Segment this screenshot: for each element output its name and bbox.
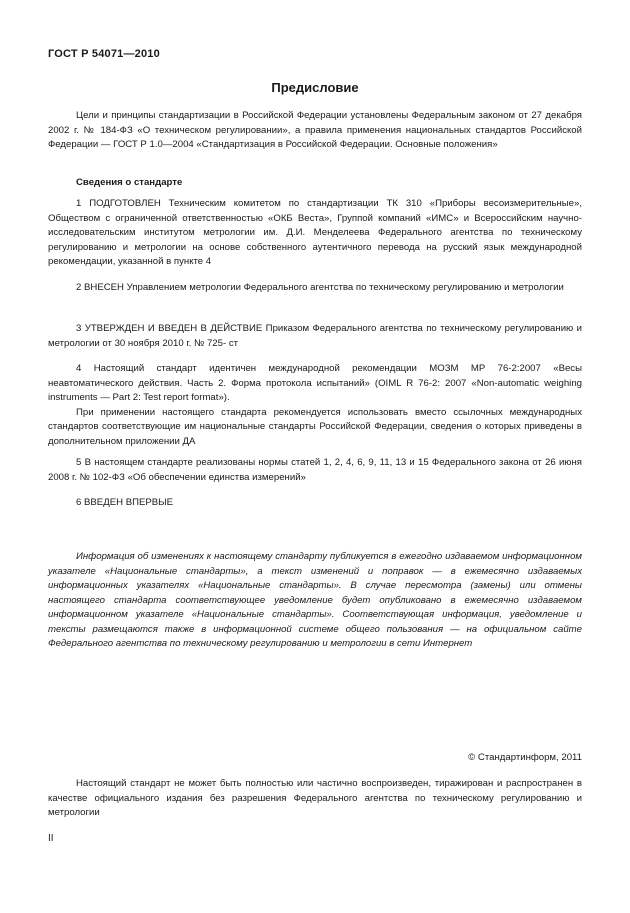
section-heading-text: Сведения о стандарте [76,177,183,188]
section-heading [48,176,582,191]
intro-text: Цели и принципы стандартизации в Российской Федерации установлены Федеральным законом от 27 декабря 2002 г. № 184-ФЗ «О техническом регулировании», а правила применения национальных стандартов Российской Федерации — ГОСТ Р 1.0—2004 «Стандартизация в Российской Федерации. Основные положения» [48,110,582,150]
page-number: II [48,833,54,844]
reproduction-notice [48,777,582,821]
changes-notice-text: Информация об изменениях к настоящему стандарту публикуется в ежегодно издаваемом информационном указателе «Национальные стандарты», а текст изменений и поправок — в ежемесячно издаваемых информационных указателях «Национальные стандарты». В случае пересмотра (замены) или отмены настоящего стандарта соответствующее уведомление будет опубликовано в ежемесячно издаваемом информационном указателе «Национальные стандарты». Соответствующая информация, уведомление и тексты размещаются также в информационной системе общего пользования — на официальном сайте Федерального агентства по техническому регулированию и метрологии в сети Интернет [48,551,582,649]
item-4-text: 4 Настоящий стандарт идентичен международной рекомендации МОЗМ МР 76-2:2007 «Весы неавтоматического действия. Часть 2. Форма протокола испытаний» (OIML R 76-2: 2007 «Non-automatic weighing instruments — Part 2: Test report format»). [48,363,582,403]
item-2 [48,281,582,296]
item-1-text: 1 ПОДГОТОВЛЕН Техническим комитетом по стандартизации ТК 310 «Приборы весоизмерительные», Обществом с ограниченной ответственностью «ОКБ Веста», Группой компаний «ИМС» и Всероссийским научно-исследовательским институтом метрологии им. Д.И. Менделеева Федерального агентства по техническому регулированию и метрологии на основе собственного аутентичного перевода на русский язык международной рекомендации, указанной в пункте 4 [48,198,582,267]
copyright-notice: © Стандартинформ, 2011 [468,752,582,763]
item-6 [48,496,582,511]
item-5-text: 5 В настоящем стандарте реализованы нормы статей 1, 2, 4, 6, 9, 11, 13 и 15 Федерального закона от 26 июня 2008 г. № 102-ФЗ «Об обеспечении единства измерений» [48,457,582,483]
item-2-text: 2 ВНЕСЕН Управлением метрологии Федерального агентства по техническому регулированию и метрологии [76,282,564,293]
reproduction-notice-text: Настоящий стандарт не может быть полностью или частично воспроизведен, тиражирован и распространен в качестве официального издания без разрешения Федерального агентства по техническому регулированию и метрологии [48,778,582,818]
standard-code: ГОСТ Р 54071—2010 [48,48,160,60]
item-5 [48,456,582,485]
changes-notice [48,550,582,652]
intro-paragraph [48,109,582,153]
item-3 [48,322,582,351]
page-title: Предисловие [271,80,359,95]
item-4-note-text: При применении настоящего стандарта рекомендуется использовать вместо ссылочных международных стандартов соответствующие им национальные стандарты Российской Федерации, сведения о которых приведены в дополнительном приложении ДА [48,406,582,447]
item-3-text: 3 УТВЕРЖДЕН И ВВЕДЕН В ДЕЙСТВИЕ Приказом Федерального агентства по техническому регулированию и метрологии от 30 ноября 2010 г. № 725- ст [48,323,582,349]
item-1 [48,197,582,270]
item-6-text: 6 ВВЕДЕН ВПЕРВЫЕ [76,497,174,508]
item-4 [48,362,582,449]
